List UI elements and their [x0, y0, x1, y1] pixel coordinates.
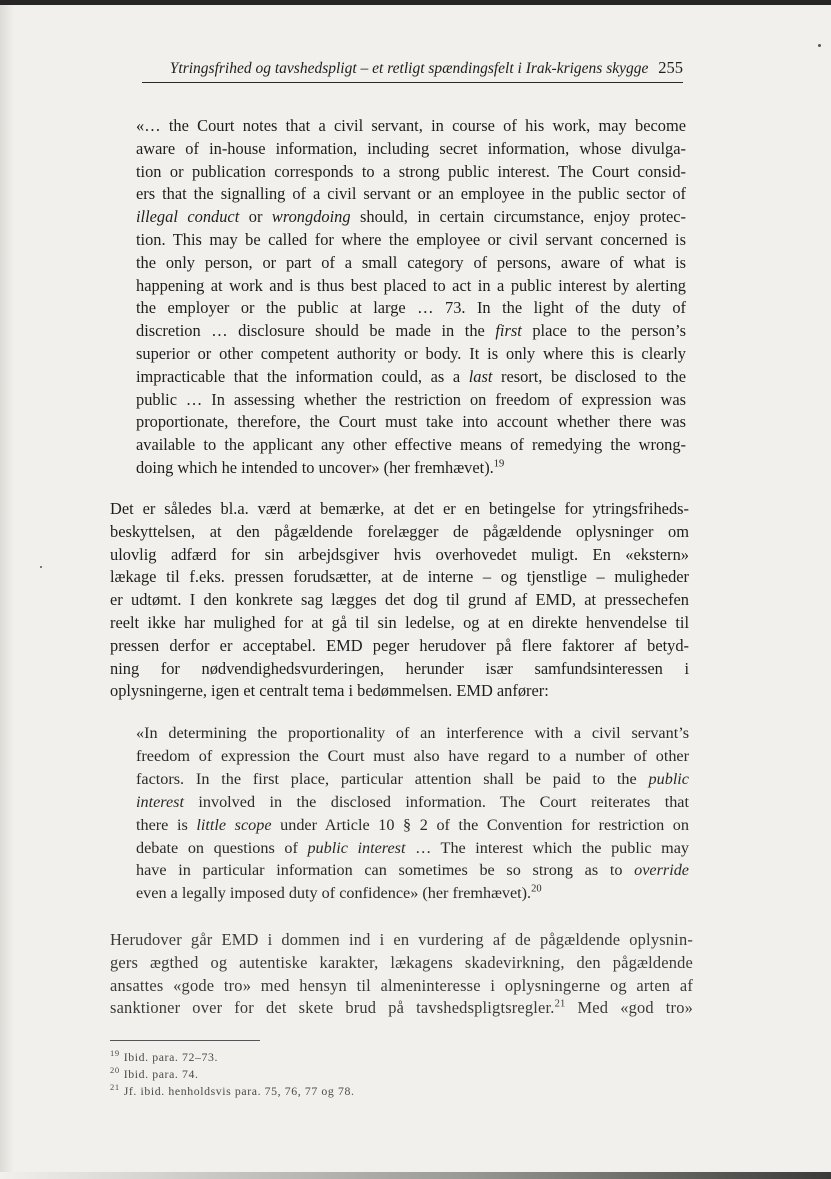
- paragraph-line: ulovlig adfærd for sin arbejdsgiver hvis overhovedet muligt. En «ekstern»: [110, 544, 689, 564]
- page-number: 255: [658, 58, 683, 77]
- quote-line: available to the applicant any other effective means of remedying the wrong-: [136, 435, 686, 455]
- quote-line: tion or publication corresponds to a strong public interest. The Court consid-: [136, 161, 686, 181]
- paragraph-line: ning for nødvendighedsvurderingen, herunder især samfundsinteressen i: [110, 658, 689, 678]
- quote-line: interest involved in the disclosed information. The Court reiterates that: [136, 792, 689, 811]
- paragraph-line: er udtømt. I den konkrete sag lægges det dog til grund af EMD, at pressechefen: [110, 590, 689, 610]
- quote-line: have in particular information can sometimes be so strong as to override: [136, 861, 689, 880]
- footnote: $^{20}$ Ibid. para. 74.: [110, 1065, 199, 1081]
- footnote: $^{19}$ Ibid. para. 72–73.: [110, 1048, 219, 1064]
- paragraph-line: oplysningerne, igen et centralt tema i bedømmelsen. EMD anfører:: [110, 681, 549, 701]
- running-header-title: Ytringsfrihed og tavshedspligt – et retligt spændingsfelt i Irak-krigens skygge: [169, 60, 649, 77]
- quote-line: happening at work and is thus best placed to act in a public interest by alerting: [136, 275, 686, 295]
- quote-line: «… the Court notes that a civil servant, in course of his work, may become: [136, 116, 686, 135]
- running-header: [142, 58, 683, 83]
- scan-top-edge: [0, 0, 831, 5]
- footnote-ref: 21: [554, 998, 566, 1010]
- paragraph-line: sanktioner over for det skete brud på tavshedspligtsregler.$^{21}$ Med «god tro»: [110, 998, 694, 1018]
- quote-line: discretion … disclosure should be made in the first place to the person’s: [136, 321, 686, 341]
- paragraph-line: lækage til f.eks. pressen forudsætter, at de interne – og tjenstlige – muligheder: [110, 567, 689, 587]
- quote-line: the only person, or part of a small category of persons, aware of what is: [136, 252, 686, 272]
- quote-line: public … In assessing whether the restriction on freedom of expression was: [136, 389, 686, 409]
- quote-line: illegal conduct or wrongdoing should, in certain circumstance, enjoy protec-: [136, 207, 686, 227]
- quote-line: freedom of expression the Court must also have regard to a number of other: [136, 746, 689, 765]
- quote-line: factors. In the first place, particular attention shall be paid to the public: [136, 769, 689, 788]
- scan-speck: [40, 566, 42, 568]
- body-paragraph-1: [110, 498, 689, 703]
- block-quote-1: [136, 115, 686, 480]
- footnote-ref: 19: [493, 458, 505, 470]
- paragraph-line: gers ægthed og autentiske karakter, lækagens skadevirkning, den pågældende: [110, 952, 693, 972]
- scan-bottom-edge: [0, 1172, 831, 1179]
- quote-line: «In determining the proportionality of an interference with a civil servant’s: [136, 724, 689, 742]
- scan-speck: [818, 44, 821, 47]
- quote-line: the employer or the public at large … 73. In the light of the duty of: [136, 298, 686, 318]
- quote-line: aware of in-house information, including secret information, whose divulga-: [136, 138, 686, 158]
- paragraph-line: beskyttelsen, at den pågældende forelægger de pågældende oplysninger om: [110, 521, 689, 541]
- block-quote-2: [136, 722, 689, 905]
- quote-line: even a legally imposed duty of confidence» (her fremhævet).$^{20}$: [136, 883, 542, 903]
- footnote-divider: [110, 1040, 260, 1041]
- quote-line: ers that the signalling of a civil servant or an employee in the public sector of: [136, 184, 686, 204]
- quote-line: superior or other competent authority or body. It is only where this is clearly: [136, 343, 686, 363]
- quote-line: impracticable that the information could, as a last resort, be disclosed to the: [136, 366, 686, 386]
- quote-line: tion. This may be called for where the employee or civil servant concerned is: [136, 229, 686, 249]
- footnote: $^{21}$ Jf. ibid. henholdsvis para. 75, 76, 77 og 78.: [110, 1082, 355, 1098]
- quote-line: proportionate, therefore, the Court must take into account whether there was: [136, 412, 686, 432]
- paragraph-line: reelt ikke har mulighed for at gå til sin ledelse, og at en direkte henvendelse til: [110, 612, 689, 632]
- body-paragraph-2: [110, 929, 693, 1020]
- scan-left-shadow: [0, 5, 14, 1172]
- paragraph-line: ansattes «gode tro» med hensyn til almeninteresse i oplysningerne og arten af: [110, 975, 693, 995]
- footnote-ref: 20: [531, 883, 542, 895]
- paragraph-line: Det er således bl.a. værd at bemærke, at det er en betingelse for ytringsfriheds-: [110, 499, 689, 518]
- paragraph-line: pressen derfor er acceptabel. EMD peger herudover på flere faktorer af betyd-: [110, 635, 689, 655]
- quote-line: doing which he intended to uncover» (her fremhævet).$^{19}$: [136, 457, 505, 477]
- quote-line: debate on questions of public interest … The interest which the public may: [136, 838, 689, 857]
- quote-line: there is little scope under Article 10 § 2 of the Convention for restriction on: [136, 815, 689, 834]
- paragraph-line: Herudover går EMD i dommen ind i en vurdering af de pågældende oplysnin-: [110, 930, 693, 949]
